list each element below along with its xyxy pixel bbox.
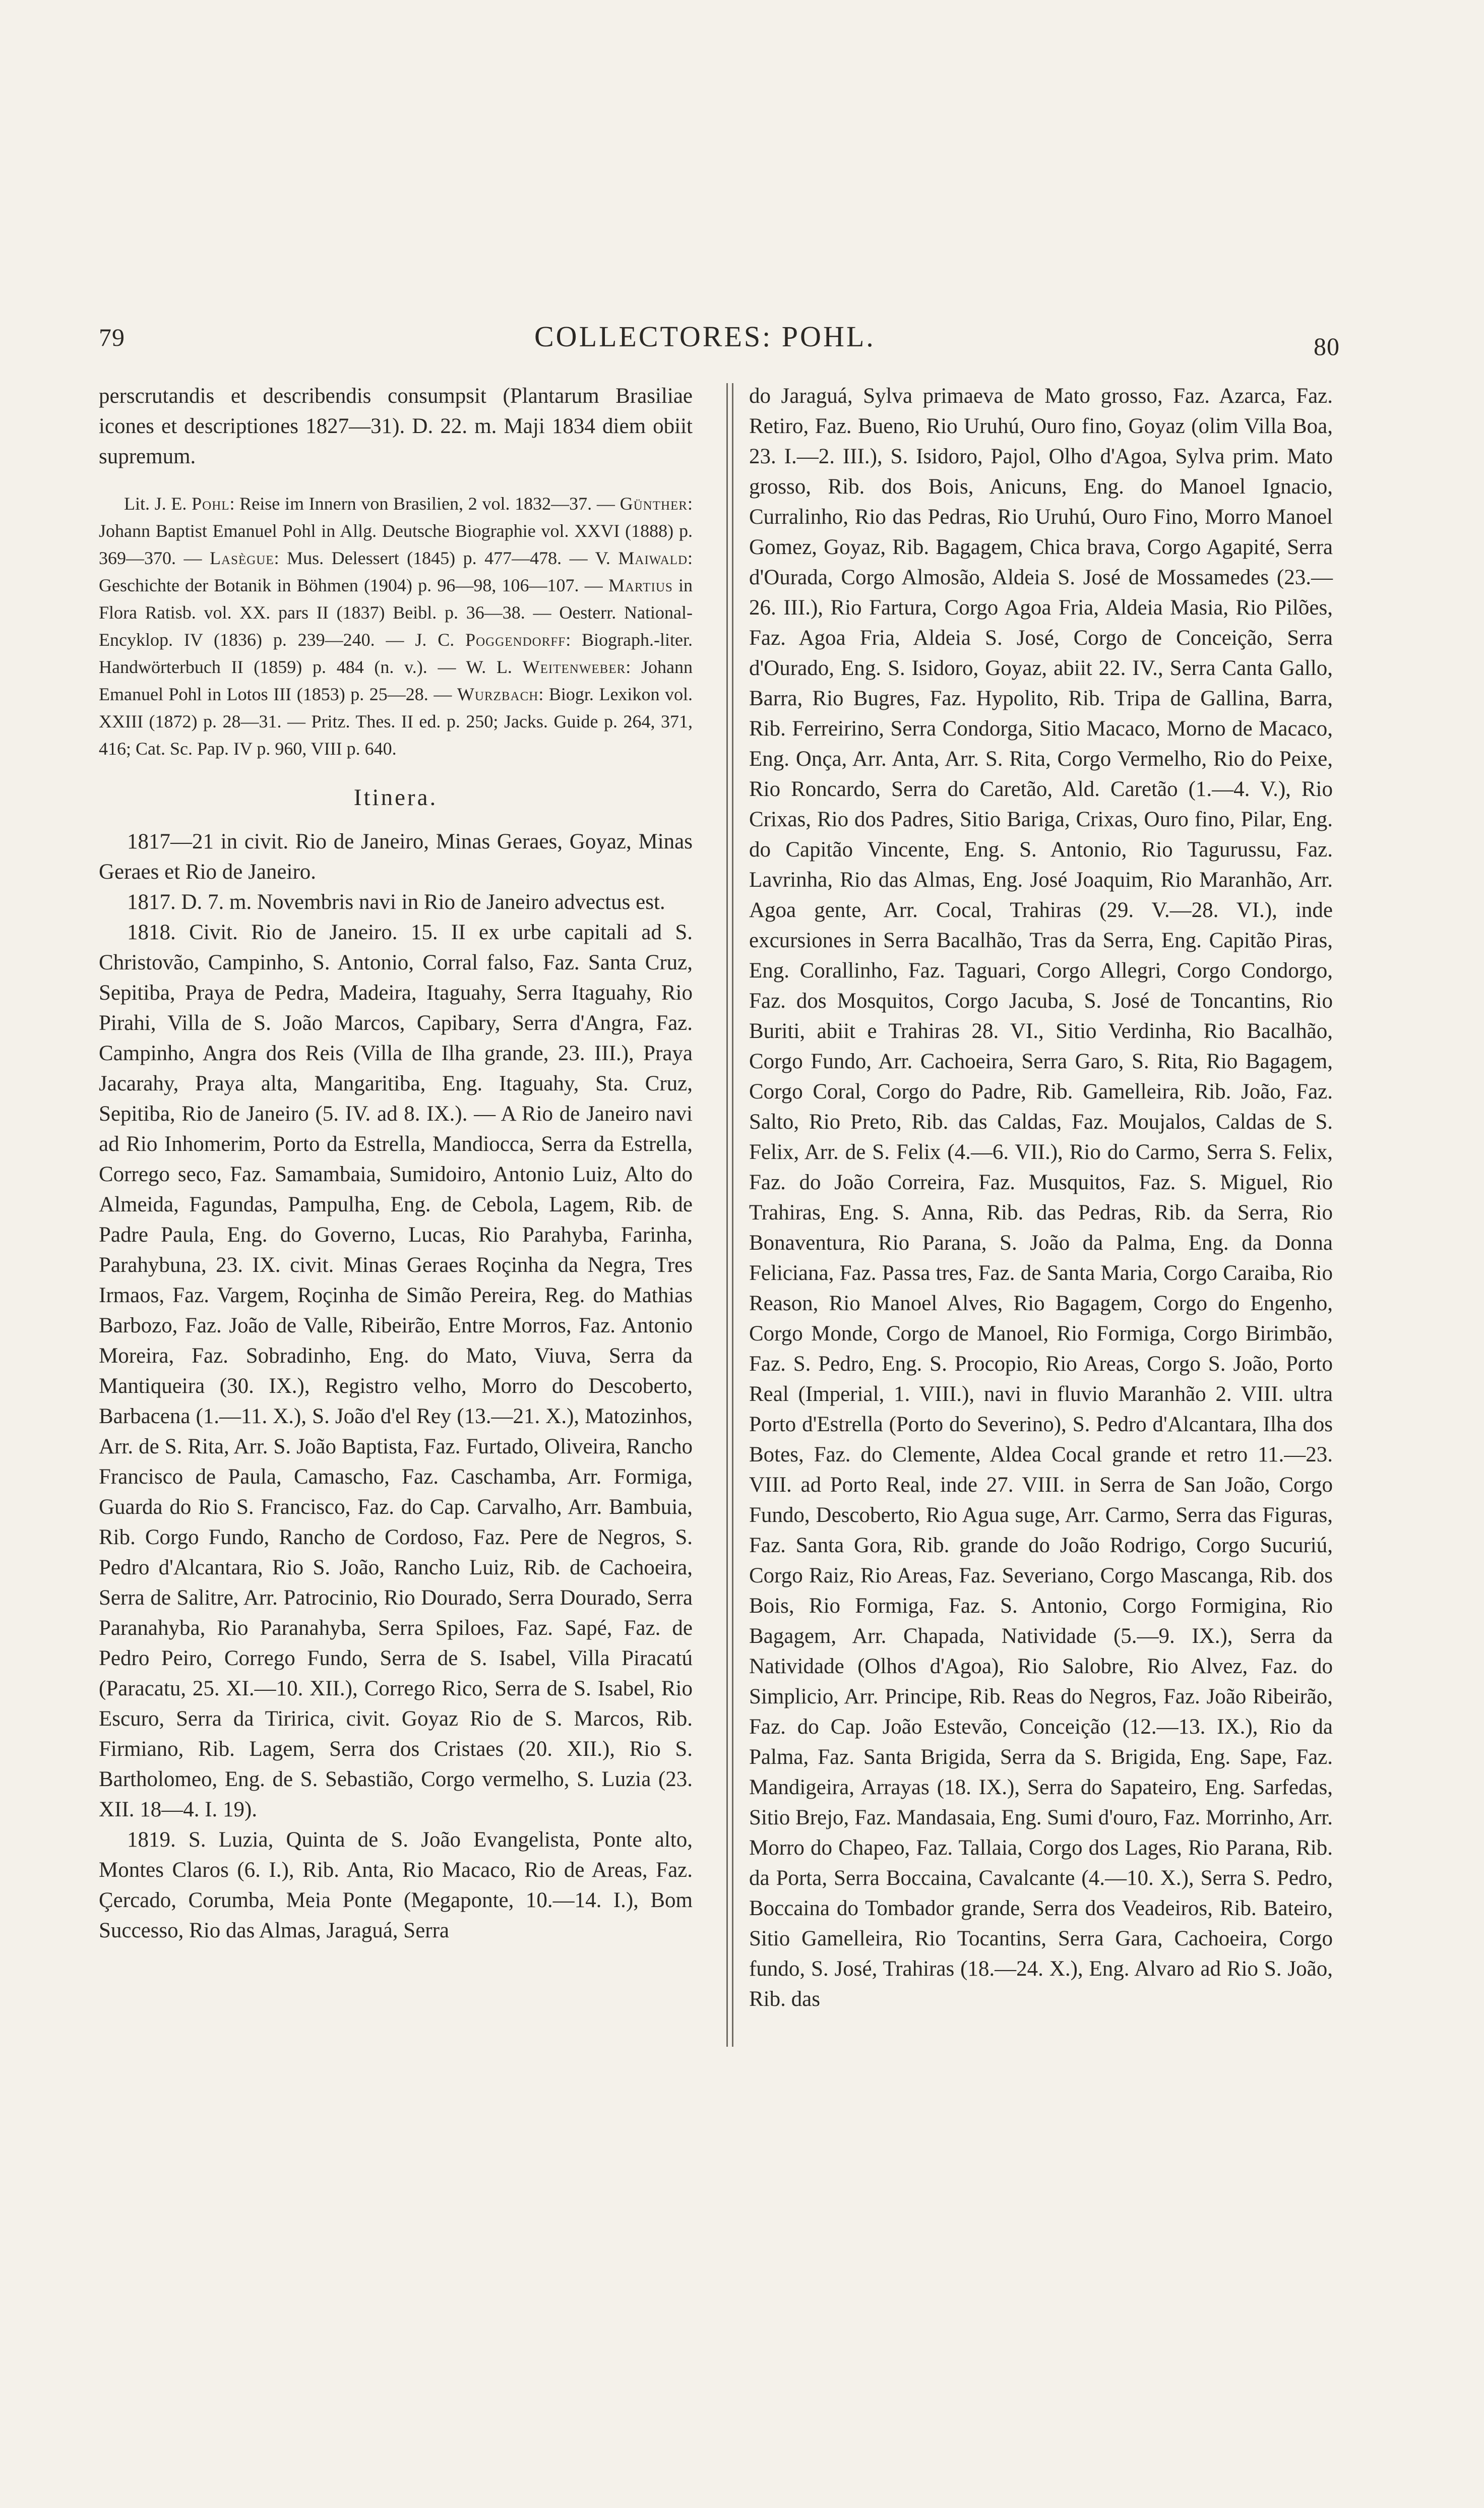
- left-column: [99, 381, 693, 1946]
- bib-text: Lit. J. E.: [124, 494, 192, 514]
- itinerary-continuation: do Jaraguá, Sylva primaeva de Mato grosso, Faz. Azarca, Faz. Retiro, Faz. Bueno, Rio Uruhú, Ouro fino, Goyaz (olim Villa Boa, 23. I.—2. III.), S. Isidoro, Pajol, Olho d'Agoa, Sylva prim. Mato grosso, Rib. dos Bois, Anicuns, Eng. do Manoel Ignacio, Curralinho, Rio das Pedras, Rio Uruhú, Ouro Fino, Morro Manoel Gomez, Goyaz, Rib. Bagagem, Chica brava, Corgo Agapité, Serra d'Ourada, Corgo Almosão, Aldeia S. José de Mossamedes (23.—26. III.), Rio Fartura, Corgo Agoa Fria, Aldeia Masia, Rio Pilões, Faz. Agoa Fria, Aldeia S. José, Corgo de Conceição, Serra d'Ourado, Eng. S. Isidoro, Goyaz, abiit 22. IV., Serra Canta Gallo, Barra, Rio Bugres, Faz. Hypolito, Rib. Tripa de Gallina, Barra, Rib. Ferreirino, Serra Condorga, Sitio Macaco, Morno de Macaco, Eng. Onça, Arr. Anta, Arr. S. Rita, Corgo Vermelho, Rio do Peixe, Rio Roncardo, Serra do Caretão, Ald. Caretão (1.—4. V.), Rio Crixas, Rio dos Padres, Sitio Bariga, Crixas, Ouro fino, Pilar, Eng. do Capitão Vincente, Eng. S. Antonio, Rio Tagurussu, Faz. Lavrinha, Rio das Almas, Eng. José Joaquim, Rio Maranhão, Arr. Agoa gente, Arr. Cocal, Trahiras (29. V.—28. VI.), inde excursiones in Serra Bacalhão, Tras da Serra, Eng. Capitão Piras, Eng. Corallinho, Faz. Taguari, Corgo Allegri, Corgo Condorgo, Faz. dos Mosquitos, Corgo Jacuba, S. José de Toncantins, Rio Buriti, abiit e Trahiras 28. VI., Sitio Verdinha, Rio Bacalhão, Corgo Fundo, Arr. Cachoeira, Serra Garo, S. Rita, Rio Bagagem, Corgo Coral, Corgo do Padre, Rib. Gamelleira, Rib. João, Faz. Salto, Rio Preto, Rib. das Caldas, Faz. Moujalos, Caldas de S. Felix, Arr. de S. Felix (4.—6. VII.), Rio do Carmo, Serra S. Felix, Faz. do João Correira, Faz. Musquitos, Faz. S. Miguel, Rio Trahiras, Eng. S. Anna, Rib. das Pedras, Rib. da Serra, Rio Bonaventura, Rio Parana, S. João da Palma, Eng. da Donna Feliciana, Faz. Passa tres, Faz. de Santa Maria, Corgo Caraiba, Rio Reason, Rio Manoel Alves, Rio Bagagem, Corgo do Engenho, Corgo Monde, Corgo de Manoel, Rio Formiga, Corgo Birimbão, Faz. S. Pedro, Eng. S. Procopio, Rio Areas, Corgo S. João, Porto Real (Imperial, 1. VIII.), navi in fluvio Maranhão 2. VIII. ultra Porto d'Estrella (Porto do Severino), S. Pedro d'Alcantara, Ilha dos Botes, Faz. do Clemente, Aldea Cocal grande et retro 11.—23. VIII. ad Porto Real, inde 27. VIII. in Serra de San João, Corgo Fundo, Descoberto, Rio Agua suge, Arr. Carmo, Serra das Figuras, Faz. Santa Gora, Rib. grande do João Rodrigo, Corgo Sucuriú, Corgo Raiz, Rio Areas, Faz. Severiano, Corgo Mascanga, Rib. dos Bois, Rio Formiga, Faz. S. Antonio, Corgo Formigina, Rio Bagagem, Arr. Chapada, Natividade (5.—9. IX.), Serra da Natividade (Olhos d'Agoa), Rio Salobre, Rio Alvez, Faz. do Simplicio, Arr. Principe, Rib. Reas do Negros, Faz. João Ribeirão, Faz. do Cap. João Estevão, Conceição (12.—13. IX.), Rio da Palma, Faz. Santa Brigida, Serra da S. Brigida, Eng. Sape, Faz. Mandigeira, Arrayas (18. IX.), Serra do Sapateiro, Eng. Sarfedas, Sitio Brejo, Faz. Mandasaia, Eng. Sumi d'ouro, Faz. Morrinho, Arr. Morro do Chapeo, Faz. Tallaia, Corgo dos Lages, Rio Parana, Rib. da Porta, Serra Boccaina, Cavalcante (4.—10. X.), Serra S. Pedro, Boccaina do Tombador grande, Serra dos Veadeiros, Rib. Bateiro, Sitio Gamelleira, Rio Tocantins, Serra Gara, Cachoeira, Corgo fundo, S. José, Trahiras (18.—24. X.), Eng. Alvaro ad Rio S. João, Rib. das: [749, 384, 1333, 2011]
- right-column: [749, 381, 1333, 2014]
- column-divider: [726, 383, 733, 2047]
- page-header: [0, 320, 1484, 368]
- bib-text: : Biogr. Lexikon vol. XXIII (1872) p. 28—31. — Pritz. Thes. II ed. p. 250; Jacks. Guide p. 264, 371, 416; Cat. Sc. Pap. IV p. 960, VIII p. 640.: [99, 684, 693, 759]
- itinerary-paragraph-1819: 1819. S. Luzia, Quinta de S. João Evangelista, Ponte alto, Montes Claros (6. I.), Rib. Anta, Rio Macaco, Rio de Areas, Faz. Çercado, Corumba, Meia Ponte (Megaponte, 10.—14. I.), Bom Successo, Rio das Almas, Jaraguá, Serra: [99, 1828, 693, 1942]
- author-name: Lasègue: [210, 548, 274, 568]
- bib-text: : Geschichte der Botanik in Böhmen (1904) p. 96—98, 106—107. —: [99, 548, 693, 595]
- bib-text: : Johann Emanuel Pohl in Lotos III (1853) p. 25—28. —: [99, 657, 693, 704]
- bibliography-paragraph: [99, 490, 693, 762]
- author-name: Weitenweber: [522, 657, 626, 677]
- left-page-number: 79: [99, 323, 125, 351]
- bib-text: : Reise im Innern von Brasilien, 2 vol. 1832—37. —: [229, 494, 620, 514]
- section-title: Itinera.: [353, 784, 438, 811]
- author-name: Wurzbach: [457, 684, 539, 704]
- bib-text: : Johann Baptist Emanuel Pohl in Allg. Deutsche Biographie vol. XXVI (1888) p. 369—370. —: [99, 494, 693, 568]
- author-name: Maiwald: [618, 548, 688, 568]
- itinerary-paragraph-1817-21: 1817—21 in civit. Rio de Janeiro, Minas Geraes, Goyaz, Minas Geraes et Rio de Janeiro.: [99, 830, 693, 884]
- itinerary-paragraph-1818: 1818. Civit. Rio de Janeiro. 15. II ex urbe capitali ad S. Christovão, Campinho, S. Antonio, Corral falso, Faz. Santa Cruz, Sepitiba, Praya de Pedra, Madeira, Itaguahy, Serra Itaguahy, Rio Pirahi, Villa de S. João Marcos, Capibary, Serra d'Angra, Faz. Campinho, Angra dos Reis (Villa de Ilha grande, 23. III.), Praya Jacarahy, Praya alta, Mangaritiba, Eng. Itaguahy, Sta. Cruz, Sepitiba, Rio de Janeiro (5. IV. ad 8. IX.). — A Rio de Janeiro navi ad Rio Inhomerim, Porto da Estrella, Mandiocca, Serra da Estrella, Corrego seco, Faz. Samambaia, Sumidoiro, Antonio Luiz, Alto do Almeida, Fagundas, Pampulha, Eng. de Cebola, Lagem, Rib. de Padre Paula, Eng. do Governo, Lucas, Rio Parahyba, Farinha, Parahybuna, 23. IX. civit. Minas Geraes Roçinha da Negra, Tres Irmaos, Faz. Vargem, Roçinha de Simão Pereira, Reg. do Mathias Barbozo, Faz. João de Valle, Ribeirão, Entre Morros, Faz. Antonio Moreira, Faz. Sobradinho, Eng. do Mato, Viuva, Serra da Mantiqueira (30. IX.), Registro velho, Morro do Descoberto, Barbacena (1.—11. X.), S. João d'el Rey (13.—21. X.), Matozinhos, Arr. de S. Rita, Arr. S. João Baptista, Faz. Furtado, Oliveira, Rancho Francisco de Paula, Camascho, Faz. Caschamba, Arr. Formiga, Guarda do Rio S. Francisco, Faz. do Cap. Carvalho, Arr. Bambuia, Rib. Corgo Fundo, Rancho de Cordoso, Faz. Pere de Negros, S. Pedro d'Alcantara, Rio S. João, Rancho Luiz, Rib. de Cachoeira, Serra de Salitre, Arr. Patrocinio, Rio Dourado, Serra Dourado, Serra Paranahyba, Rio Paranahyba, Serra Spiloes, Faz. Sapé, Faz. de Pedro Peiro, Corrego Fundo, Serra de S. Isabel, Villa Piracatú (Paracatu, 25. XI.—10. XII.), Corrego Rico, Serra de S. Isabel, Rio Escuro, Serra da Tiririca, civit. Goyaz Rio de S. Marcos, Rib. Firmiano, Rib. Lagem, Serra dos Cristaes (20. XII.), Rio S. Bartholomeo, Eng. de S. Sebastião, Corgo vermelho, S. Luzia (23. XII. 18—4. I. 19).: [99, 921, 693, 1821]
- right-page-number: 80: [1314, 332, 1340, 360]
- author-name: Günther: [620, 494, 688, 514]
- author-name: Martius: [608, 575, 673, 595]
- bib-text: in Flora Ratisb. vol. XX. pars II (1837) Beibl. p. 36—38. — Oesterr. National-Encyklop. IV (1836) p. 239—240. — J. C.: [99, 575, 693, 650]
- author-name: Pohl: [192, 494, 230, 514]
- bib-text: : Biograph.-liter. Handwörterbuch II (1859) p. 484 (n. v.). — W. L.: [99, 630, 693, 677]
- author-name: Poggendorff: [465, 630, 566, 650]
- itinerary-paragraph-1817: 1817. D. 7. m. Novembris navi in Rio de Janeiro advectus est.: [127, 890, 665, 914]
- bib-text: : Mus. Delessert (1845) p. 477—478. — V.: [274, 548, 619, 568]
- intro-paragraph: perscrutandis et describendis consumpsit (Plantarum Brasiliae icones et descriptiones 1827—31). D. 22. m. Maji 1834 diem obiit supremum.: [99, 384, 693, 468]
- running-title: COLLECTORES: POHL.: [534, 320, 876, 353]
